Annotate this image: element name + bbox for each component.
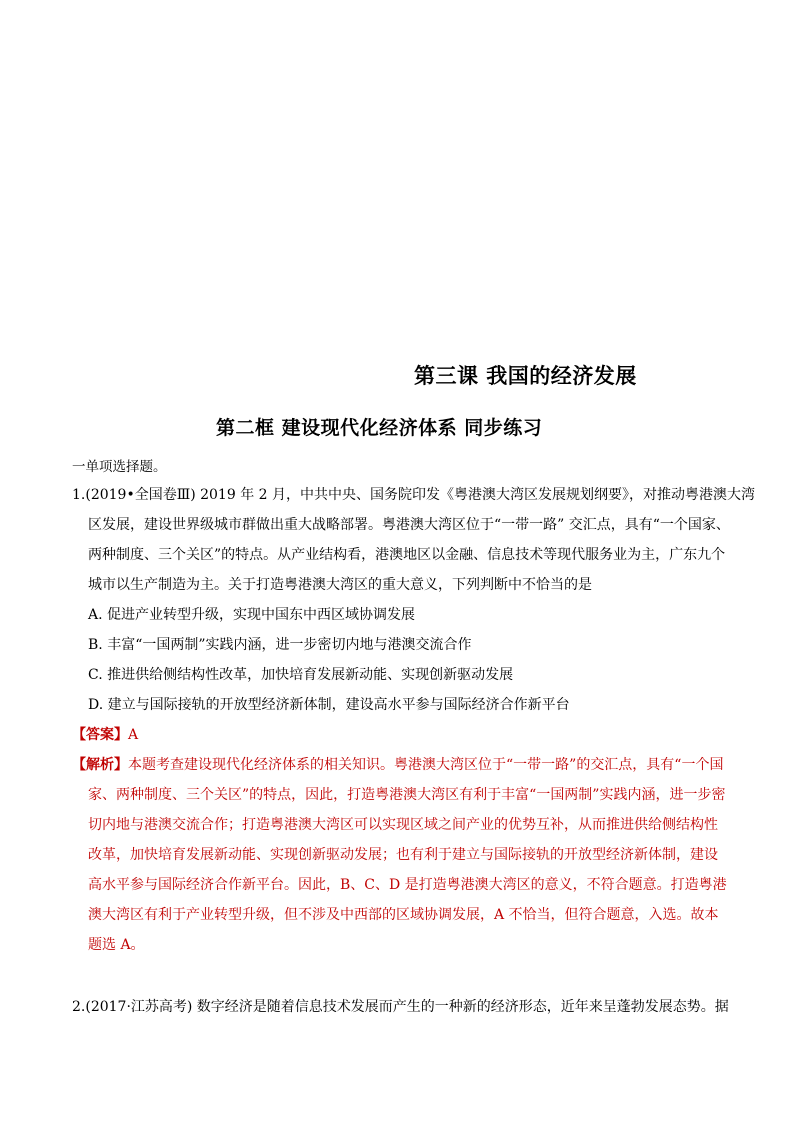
option-b: B. 丰富“一国两制”实践内涵，进一步密切内地与港澳交流合作 [88, 637, 472, 653]
analysis-line-3: 切内地与港澳交流合作；打造粤港澳大湾区可以实现区域之间产业的优势互补，从而推进供给侧结构性 [88, 817, 718, 833]
question-2-line-1: 2.(2017·江苏高考) 数字经济是随着信息技术发展而产生的一种新的经济形态，近年来呈蓬勃发展态势。据 [72, 999, 729, 1015]
analysis-line-4: 改革，加快培育发展新动能、实现创新驱动发展；也有利于建立与国际接轨的开放型经济新体制，建设 [88, 847, 718, 863]
option-d: D. 建立与国际接轨的开放型经济新体制，建设高水平参与国际经济合作新平台 [88, 697, 570, 713]
question-1-line-1: 1.(2019•全国卷Ⅲ) 2019 年 2 月，中共中央、国务院印发《粤港澳大湾区发展规划纲要》，对推动粤港澳大湾 [72, 487, 756, 503]
analysis-line-7: 题选 A。 [88, 937, 145, 953]
question-1-line-4: 城市以生产制造为主。关于打造粤港澳大湾区的重大意义，下列判断中不恰当的是 [88, 577, 592, 593]
question-1 [72, 480, 756, 960]
section-label: 一单项选择题。 [72, 459, 167, 475]
analysis-label: 【解析】 [72, 757, 128, 773]
answer-label: 【答案】 [72, 727, 128, 743]
lesson-title: 第三课 我国的经济发展 [414, 363, 637, 388]
analysis-line-5: 高水平参与国际经济合作新平台。因此，B、C、D 是打造粤港澳大湾区的意义，不符合题意。打造粤港 [88, 877, 727, 893]
answer-line [72, 720, 732, 750]
option-a: A. 促进产业转型升级，实现中国东中西区域协调发展 [88, 607, 416, 623]
analysis-line-2: 家、两种制度、三个关区”的特点，因此，打造粤港澳大湾区有利于丰富“一国两制”实践内涵，进一步密 [88, 787, 726, 803]
answer-value: A [128, 727, 139, 743]
analysis-text-1: 本题考查建设现代化经济体系的相关知识。粤港澳大湾区位于“一带一路”的交汇点，具有“一个国 [128, 757, 724, 773]
question-1-line-2: 区发展，建设世界级城市群做出重大战略部署。粤港澳大湾区位于“一带一路” 交汇点，具有“一个国家、 [88, 517, 730, 533]
analysis-line-1 [72, 750, 732, 780]
section-title: 第二框 建设现代化经济体系 同步练习 [216, 417, 543, 439]
analysis-line-6: 澳大湾区有利于产业转型升级，但不涉及中西部的区域协调发展，A 不恰当，但符合题意，入选。故本 [88, 907, 719, 923]
option-c: C. 推进供给侧结构性改革，加快培育发展新动能、实现创新驱动发展 [88, 667, 514, 683]
question-1-line-3: 两种制度、三个关区”的特点。从产业结构看，港澳地区以金融、信息技术等现代服务业为主，广东九个 [88, 547, 726, 563]
question-2 [72, 992, 732, 1022]
